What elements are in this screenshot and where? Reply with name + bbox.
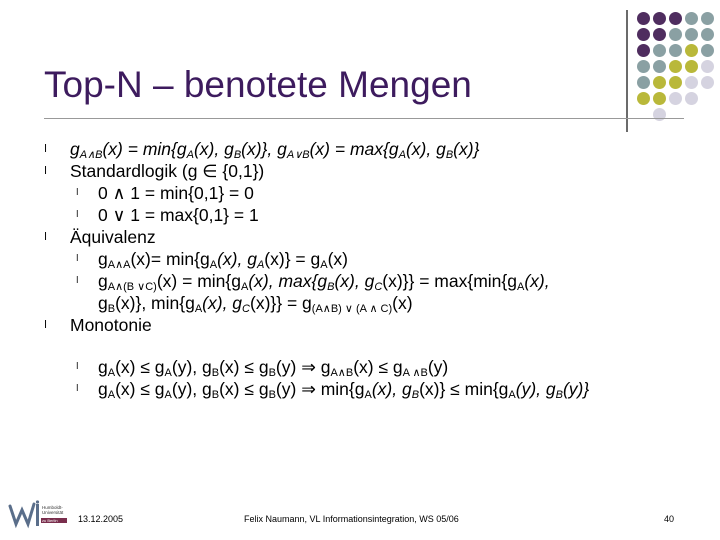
hu-logo-icon	[8, 500, 70, 534]
sub-bullet-item	[44, 204, 684, 226]
decor-dot	[685, 44, 698, 57]
bullet-icon: l	[76, 276, 79, 286]
sub-bullet-continuation: $g_B(x)$}, $\min\{g_A(x)$, $g_C(x)\}\} = g_{(A\wedge B) \vee (A \wedge C)}(x)$	[98, 293, 413, 315]
decor-dot	[637, 60, 650, 73]
bullet-text: Standardlogik (g ∈ {0,1})	[70, 161, 265, 181]
footer-center: Felix Naumann, VL Informationsintegration, WS 05/06	[244, 514, 459, 524]
decor-dot	[653, 76, 666, 89]
sub-bullet-item: l $g_A(x) \le g_A(y)$, $g_B(x) \le g_B(y)$ ⇒ $\min\{g_A(x)$, $g_B(x)\} \le \min\{g_A(y)$, $g_B(y)$}	[76, 379, 590, 401]
page-number: 40	[664, 514, 675, 524]
bullet-icon: l	[44, 164, 48, 177]
decor-dot	[637, 92, 650, 105]
decor-dot	[685, 60, 698, 73]
decor-dot	[685, 12, 698, 25]
decor-dot	[669, 28, 682, 41]
bullet-item	[44, 226, 684, 248]
decor-dot	[669, 60, 682, 73]
svg-text:Universität: Universität	[42, 510, 64, 515]
decor-dot	[653, 92, 666, 105]
bullet-icon: l	[76, 188, 79, 198]
sub-bullet-item: l $g_{A\wedge(B \vee C)}(x) = \min\{g_A(x)$, $\max\{g_B(x)$, $g_C(x)\}\} = \max\{\min\{g_A(x)$,	[76, 271, 550, 293]
slide-content	[44, 138, 684, 400]
bullet-item: l $g_{A\wedge B}(x) = \min\{g_A(x)$, $g_B(x)$}, $g_{A\vee B}(x) = \max\{g_A(x)$, $g_B(x)$}	[44, 139, 480, 161]
bullet-text: 0 ∨ 1 = max{0,1} = 1	[98, 205, 259, 225]
decor-dot	[653, 44, 666, 57]
decor-dot	[701, 76, 714, 89]
decor-dot	[637, 44, 650, 57]
bullet-icon: l	[44, 230, 48, 243]
sub-bullet-item: l $g_{A\wedge A}(x)= \min\{g_A(x)$, $g_A(x)\} = g_A(x)$	[76, 249, 348, 271]
decor-dot	[669, 44, 682, 57]
bullet-icon: l	[76, 210, 79, 220]
decor-dot	[701, 12, 714, 25]
bullet-text: Monotonie	[70, 315, 152, 335]
decor-dot	[653, 60, 666, 73]
sub-bullet-item: l $g_A(x) \le g_A(y)$, $g_B(x) \le g_B(y)$ ⇒ $g_{A\wedge B}(x) \le g_{A \wedge B}(y)$	[76, 357, 449, 379]
bullet-icon: l	[76, 254, 79, 264]
bullet-icon: l	[76, 384, 79, 394]
svg-text:zu Berlin: zu Berlin	[42, 518, 58, 523]
decor-dot	[653, 28, 666, 41]
bullet-text: 0 ∧ 1 = min{0,1} = 0	[98, 183, 254, 203]
sub-bullet-item	[44, 182, 684, 204]
bullet-text: Äquivalenz	[70, 227, 156, 247]
svg-text:Humboldt-: Humboldt-	[42, 505, 63, 510]
decor-dot	[685, 28, 698, 41]
decor-dot	[637, 76, 650, 89]
bullet-icon: l	[44, 142, 48, 155]
slide-title: Top-N – benotete Mengen	[44, 64, 472, 105]
bullet-icon: l	[44, 318, 48, 331]
bullet-item	[44, 160, 684, 182]
decor-dot	[701, 60, 714, 73]
decor-dot	[669, 12, 682, 25]
decor-dot	[685, 92, 698, 105]
spacer	[44, 336, 684, 356]
footer-date: 13.12.2005	[78, 514, 124, 524]
title-divider	[44, 118, 684, 119]
decor-dot	[637, 12, 650, 25]
decor-dot	[653, 12, 666, 25]
decor-dot	[701, 44, 714, 57]
decor-dot	[669, 76, 682, 89]
decor-dot	[669, 92, 682, 105]
decor-dot	[637, 28, 650, 41]
bullet-icon: l	[76, 362, 79, 372]
university-logo	[8, 500, 70, 534]
decorative-vertical-line	[626, 10, 628, 132]
bullet-item	[44, 314, 684, 336]
decor-dot	[701, 28, 714, 41]
decor-dot	[685, 76, 698, 89]
decor-dot	[653, 108, 666, 121]
